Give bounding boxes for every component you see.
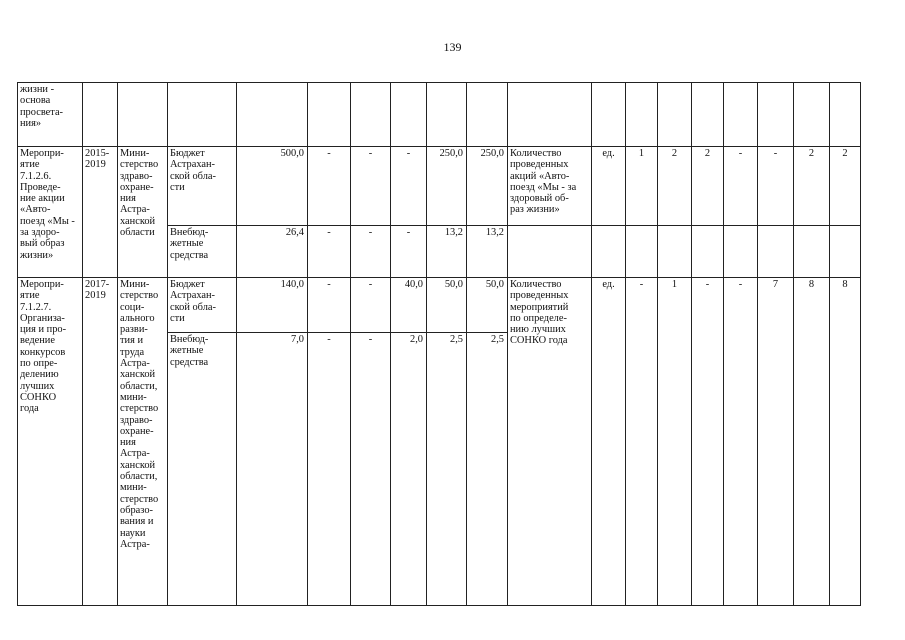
indicator-value-cell: - xyxy=(758,147,794,226)
event-name-cell: жизни - основа просвета- ния» xyxy=(18,83,83,147)
table-row xyxy=(18,147,861,226)
funding-year-cell: 2,0 xyxy=(391,333,427,606)
funding-year-cell: - xyxy=(351,147,391,226)
funding-year-cell: 50,0 xyxy=(427,278,467,333)
indicator-value-cell: 8 xyxy=(794,278,830,606)
empty-cell xyxy=(724,83,758,147)
indicator-value-cell: 2 xyxy=(658,147,692,226)
empty-cell xyxy=(724,226,758,278)
funding-total-cell: 500,0 xyxy=(237,147,308,226)
indicator-value-cell: 2 xyxy=(794,147,830,226)
funding-source-cell: Внебюд- жетные средства xyxy=(168,333,237,606)
empty-cell xyxy=(308,83,351,147)
funding-year-cell: 50,0 xyxy=(467,278,508,333)
empty-cell xyxy=(794,226,830,278)
page-number: 139 xyxy=(443,40,462,54)
indicator-value-cell: 2 xyxy=(830,147,861,226)
indicator-value-cell: 8 xyxy=(830,278,861,606)
indicator-value-cell: 1 xyxy=(658,278,692,606)
funding-source-cell: Внебюд- жетные средства xyxy=(168,226,237,278)
indicator-cell: Количество проведенных акций «Авто- поезд «Мы - за здоровый об- раз жизни» xyxy=(508,147,592,226)
empty-cell xyxy=(794,83,830,147)
funding-source-cell: Бюджет Астрахан- ской обла- сти xyxy=(168,147,237,226)
funding-total-cell: 140,0 xyxy=(237,278,308,333)
funding-total-cell: 7,0 xyxy=(237,333,308,606)
table-row-continuation xyxy=(18,83,861,147)
empty-cell xyxy=(391,83,427,147)
indicator-cell: Количество проведенных мероприятий по определе- нию лучших СОНКО года xyxy=(508,278,592,606)
funding-year-cell: 2,5 xyxy=(427,333,467,606)
empty-cell xyxy=(626,83,658,147)
event-name-cell: Меропри- ятие 7.1.2.7. Организа- ция и про- ведение конкурсов по опре- делению лучших СОНКО года xyxy=(18,278,83,606)
table-row xyxy=(18,278,861,333)
empty-cell xyxy=(658,83,692,147)
empty-cell xyxy=(508,226,592,278)
indicator-value-cell: 1 xyxy=(626,147,658,226)
indicator-value-cell: 7 xyxy=(758,278,794,606)
unit-cell: ед. xyxy=(592,278,626,606)
indicator-value-cell: - xyxy=(724,147,758,226)
event-name-cell: Меропри- ятие 7.1.2.6. Проведе- ние акции «Авто- поезд «Мы - за здоро- вый образ жизни» xyxy=(18,147,83,278)
funding-year-cell: - xyxy=(308,226,351,278)
empty-cell xyxy=(758,226,794,278)
indicator-value-cell: - xyxy=(626,278,658,606)
empty-cell xyxy=(830,226,861,278)
empty-cell xyxy=(692,226,724,278)
empty-cell xyxy=(168,83,237,147)
program-table xyxy=(17,82,861,606)
empty-cell xyxy=(237,83,308,147)
period-cell: 2015- 2019 xyxy=(83,147,118,278)
empty-cell xyxy=(83,83,118,147)
funding-year-cell: - xyxy=(351,333,391,606)
executor-cell: Мини- стерство соци- ального разви- тия и труда Астра- ханской области, мини- стерство здраво- охране- ния Астра- ханской области, мини- стерство образо- вания и науки Астра- xyxy=(118,278,168,606)
funding-year-cell: 250,0 xyxy=(467,147,508,226)
unit-cell: ед. xyxy=(592,147,626,226)
indicator-value-cell: 2 xyxy=(692,147,724,226)
funding-year-cell: 13,2 xyxy=(467,226,508,278)
funding-year-cell: - xyxy=(308,278,351,333)
funding-year-cell: - xyxy=(351,226,391,278)
period-cell: 2017- 2019 xyxy=(83,278,118,606)
funding-year-cell: - xyxy=(308,147,351,226)
empty-cell xyxy=(508,83,592,147)
funding-year-cell: 250,0 xyxy=(427,147,467,226)
empty-cell xyxy=(592,83,626,147)
funding-year-cell: - xyxy=(391,226,427,278)
indicator-value-cell: - xyxy=(724,278,758,606)
funding-source-cell: Бюджет Астрахан- ской обла- сти xyxy=(168,278,237,333)
funding-year-cell: 13,2 xyxy=(427,226,467,278)
empty-cell xyxy=(658,226,692,278)
funding-year-cell: - xyxy=(391,147,427,226)
empty-cell xyxy=(626,226,658,278)
funding-year-cell: 40,0 xyxy=(391,278,427,333)
empty-cell xyxy=(427,83,467,147)
funding-year-cell: - xyxy=(308,333,351,606)
empty-cell xyxy=(351,83,391,147)
empty-cell xyxy=(118,83,168,147)
empty-cell xyxy=(467,83,508,147)
executor-cell: Мини- стерство здраво- охране- ния Астра- ханской области xyxy=(118,147,168,278)
empty-cell xyxy=(758,83,794,147)
empty-cell xyxy=(592,226,626,278)
indicator-value-cell: - xyxy=(692,278,724,606)
empty-cell xyxy=(830,83,861,147)
funding-year-cell: 2,5 xyxy=(467,333,508,606)
funding-total-cell: 26,4 xyxy=(237,226,308,278)
funding-year-cell: - xyxy=(351,278,391,333)
empty-cell xyxy=(692,83,724,147)
